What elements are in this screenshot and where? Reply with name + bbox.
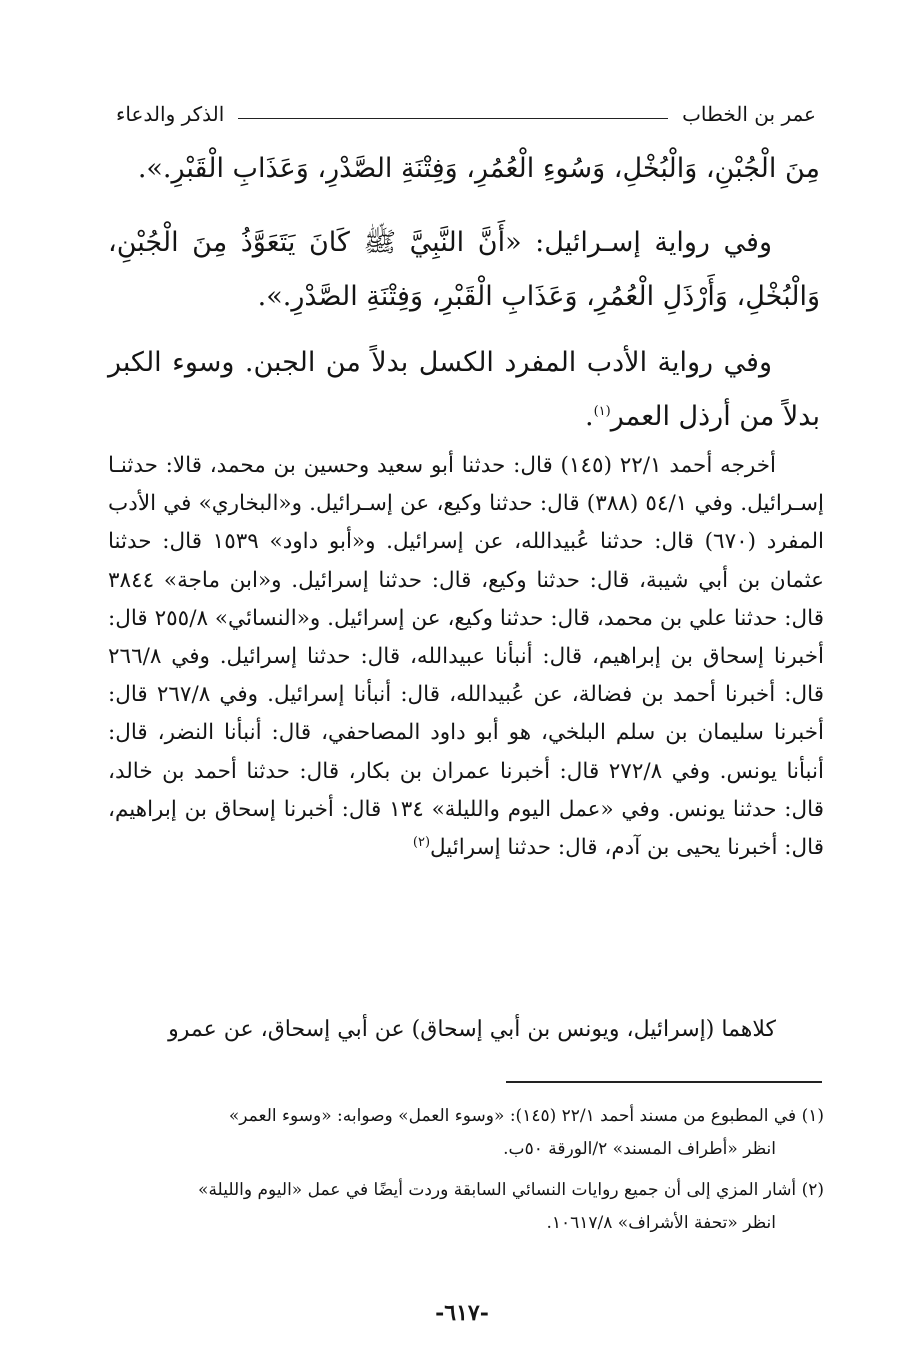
- paragraph-3-end: .: [584, 401, 594, 432]
- takhrij-section: [108, 447, 824, 867]
- footnote-2-line-1: [108, 1174, 824, 1207]
- hadith-paragraph-2: وفي رواية إسـرائيل: «أَنَّ النَّبِيَّ ﷺ كَانَ يَتَعَوَّذُ مِنَ الْجُبْنِ، وَالْبُخْلِ، وَأَرْذَلِ الْعُمُرِ، وَعَذَابِ الْقَبْرِ، وَفِتْنَةِ الصَّدْرِ.».: [108, 227, 820, 312]
- footnote-1-text: في المطبوع من مسند أحمد ٢٢/١ (١٤٥): «وسوء العمل» وصوابه: «وسوء العمر»: [228, 1106, 797, 1126]
- page-number: -٦١٧-: [435, 1300, 489, 1326]
- hadith-paragraph-3: [108, 336, 820, 444]
- footnote-2-text: أشار المزي إلى أن جميع روايات النسائي السابقة وردت أيضًا في عمل «اليوم والليلة»: [198, 1180, 797, 1200]
- footnotes: [108, 1100, 824, 1248]
- footnote-1-line-1: [108, 1100, 824, 1133]
- paragraph-3-text: وفي رواية الأدب المفرد الكسل بدلاً من الجبن. وسوء الكبر بدلاً من أرذل العمر: [108, 347, 820, 432]
- footnote-1-number: (١): [801, 1106, 824, 1126]
- hadith-text-continuation: [108, 142, 820, 196]
- footnote-2-number: (٢): [801, 1180, 824, 1200]
- footnote-1: [108, 1100, 824, 1166]
- footnote-ref-1: (١): [593, 404, 611, 419]
- footnote-2: [108, 1174, 824, 1240]
- footnote-ref-2: (٢): [412, 834, 431, 850]
- header-section-title: عمر بن الخطاب: [682, 102, 816, 126]
- footnote-2-line-2: انظر «تحفة الأشراف» ١٠٦١٧/٨.: [546, 1213, 776, 1233]
- footnote-1-line-2: انظر «أطراف المسند» ٢/الورقة ٥٠ب.: [503, 1139, 776, 1159]
- header-rule: [238, 118, 668, 119]
- running-header: [116, 96, 816, 132]
- footnote-separator: [506, 1081, 822, 1083]
- israil-narration: [108, 216, 820, 324]
- takhrij-text: أخرجه أحمد ٢٢/١ (١٤٥) قال: حدثنا أبو سعيد وحسين بن محمد، قالا: حدثنـا إسـرائيل. وفي ٥٤/١ (٣٨٨) قال: حدثنا وكيع، عن إسـرائيل. و«البخاري» في الأدب المفرد (٦٧٠) قال: حدثنا عُبيدالله، عن إسرائيل. و«أبو داود» ١٥٣٩ قال: حدثنا عثمان بن أبي شيبة، قال: حدثنا وكيع، قال: حدثنا إسرائيل. و«ابن ماجة» ٣٨٤٤ قال: حدثنا علي بن محمد، قال: حدثنا وكيع، عن إسرائيل. و«النسائي» ٢٥٥/٨ قال: أخبرنا إسحاق بن إبراهيم، قال: أنبأنا عبيدالله، قال: حدثنا إسرائيل. وفي ٢٦٦/٨ قال: أخبرنا أحمد بن فضالة، عن عُبيدالله، قال: أنبأنا إسرائيل. وفي ٢٦٧/٨ قال: أخبرنا سليمان بن سلم البلخي، هو أبو داود المصاحفي، قال: أنبأنا النضر، قال: أنبأنا يونس. وفي ٢٧٢/٨ قال: أخبرنا عمران بن بكار، قال: حدثنا أحمد بن خالد، قال: حدثنا يونس. وفي «عمل اليوم والليلة» ١٣٤ قال: أخبرنا إسحاق بن إبراهيم، قال: أخبرنا يحيى بن آدم، قال: حدثنا إسرائيل: [108, 453, 825, 861]
- takhrij-paragraph: [108, 447, 824, 867]
- chain-summary-line: كلاهما (إسرائيل، ويونس بن أبي إسحاق) عن أبي إسحاق، عن عمرو: [168, 1017, 776, 1042]
- hadith-paragraph-1: مِنَ الْجُبْنِ، وَالْبُخْلِ، وَسُوءِ الْعُمُرِ، وَفِتْنَةِ الصَّدْرِ، وَعَذَابِ الْقَبْرِ.».: [137, 153, 820, 184]
- adab-narration: [108, 336, 820, 444]
- header-chapter-title: الذكر والدعاء: [116, 102, 225, 126]
